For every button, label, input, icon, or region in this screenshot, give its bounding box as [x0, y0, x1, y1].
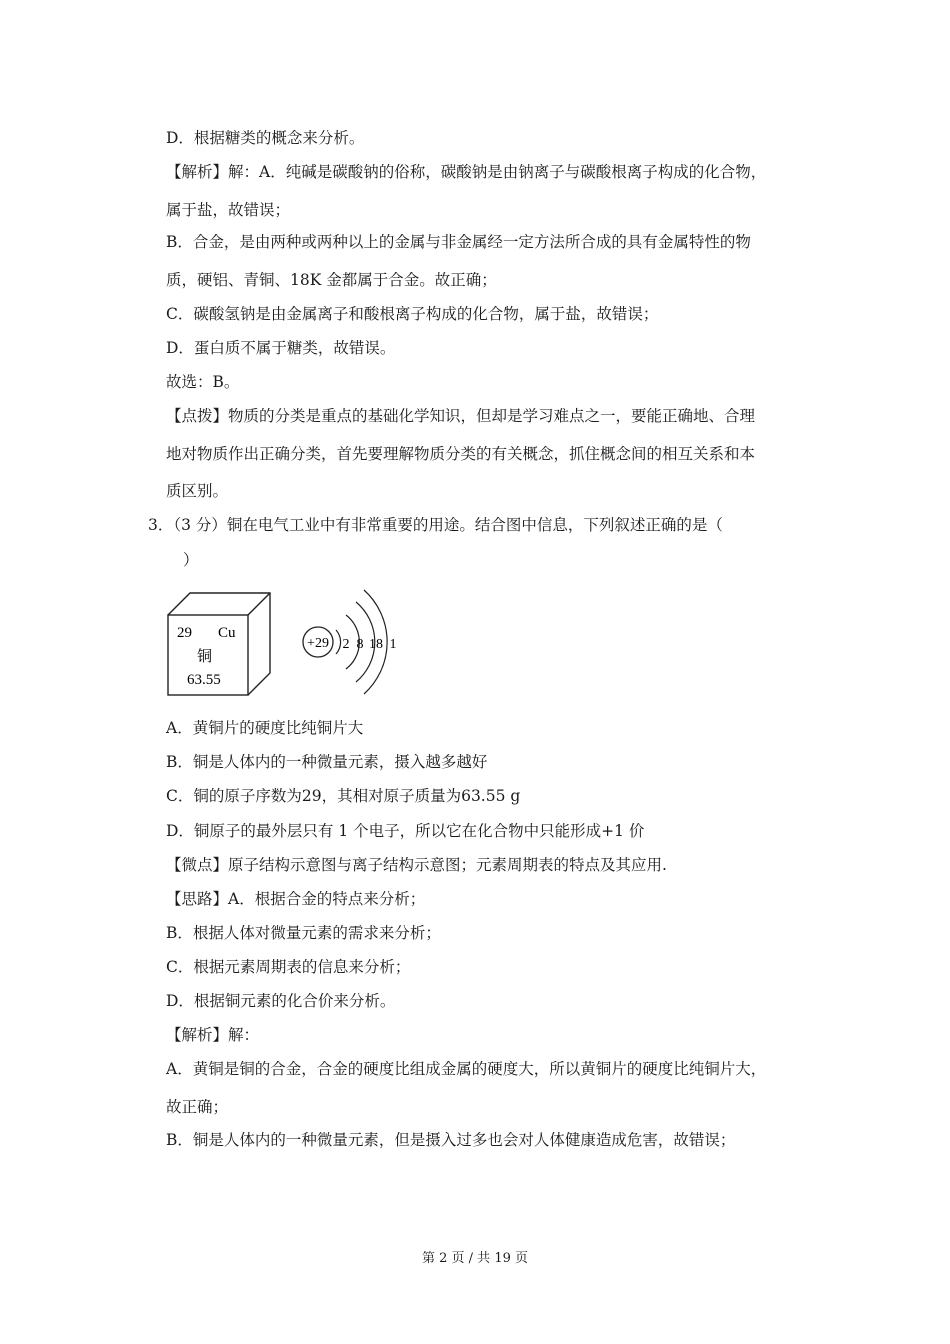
analysis-line: 故正确；: [166, 1098, 229, 1116]
text-line: C．碳酸氢钠是由金属离子和酸根离子构成的化合物，属于盐，故错误；: [166, 305, 659, 323]
text-line: 地对物质作出正确分类，首先要理解物质分类的有关概念，抓住概念间的相互关系和本: [166, 445, 756, 463]
text-line: 【点拨】物质的分类是重点的基础化学知识，但却是学习难点之一，要能正确地、合理: [166, 407, 756, 425]
text-line: B．合金，是由两种或两种以上的金属与非金属经一定方法所合成的具有金属特性的物: [166, 233, 751, 251]
analysis-line: D．根据铜元素的化合价来分析。: [166, 992, 396, 1010]
question-stem-cont: ）: [183, 551, 199, 569]
question-text: （3 分）铜在电气工业中有非常重要的用途。结合图中信息，下列叙述正确的是（: [173, 516, 723, 534]
text-line: D．蛋白质不属于糖类，故错误。: [166, 339, 396, 357]
analysis-line: B．铜是人体内的一种微量元素，但是摄入过多也会对人体健康造成危害，故错误；: [166, 1131, 736, 1149]
text-line: D．根据糖类的概念来分析。: [166, 129, 365, 147]
page-footer: 第 2 页 / 共 19 页: [422, 1251, 528, 1266]
copper-figure: [160, 585, 410, 700]
analysis-line: 【解析】解：: [166, 1026, 260, 1044]
element-name: 铜: [197, 647, 213, 665]
analysis-line: C．根据元素周期表的信息来分析；: [166, 958, 411, 976]
shell-electrons-2: 8: [356, 637, 364, 652]
analysis-line: A．黄铜是铜的合金，合金的硬度比组成金属的硬度大，所以黄铜片的硬度比纯铜片大，: [166, 1060, 767, 1078]
text-line: 质区别。: [166, 482, 229, 500]
atomic-number: 29: [177, 625, 192, 641]
question-number: 3．: [148, 516, 174, 534]
text-line: 质，硬铝、青铜、18K 金都属于合金。故正确；: [166, 271, 497, 289]
question-stem: [148, 515, 723, 535]
option-d: D．铜原子的最外层只有 1 个电子，所以它在化合物中只能形成+1 价: [166, 822, 645, 840]
option-b: B．铜是人体内的一种微量元素，摄入越多越好: [166, 753, 488, 771]
analysis-line: 【微点】原子结构示意图与离子结构示意图；元素周期表的特点及其应用.: [166, 856, 667, 874]
shell-electrons-4: 1: [389, 637, 397, 652]
element-symbol: Cu: [218, 625, 236, 641]
text-line: 故选：B。: [166, 373, 240, 391]
text-line: 【解析】解：A．纯碱是碳酸钠的俗称，碳酸钠是由钠离子与碳酸根离子构成的化合物，: [166, 163, 767, 181]
option-a: A．黄铜片的硬度比纯铜片大: [166, 719, 364, 737]
shell-electrons-1: 2: [342, 637, 350, 652]
text-line: 属于盐，故错误；: [166, 201, 291, 219]
atomic-mass: 63.55: [187, 672, 221, 688]
option-c: C．铜的原子序数为29，其相对原子质量为63.55 g: [166, 787, 521, 805]
analysis-line: B．根据人体对微量元素的需求来分析；: [166, 924, 441, 942]
copper-figure-svg: [160, 585, 410, 700]
nucleus-charge: +29: [307, 636, 329, 651]
analysis-line: 【思路】A．根据合金的特点来分析；: [166, 890, 426, 908]
shell-electrons-3: 18: [369, 637, 383, 652]
